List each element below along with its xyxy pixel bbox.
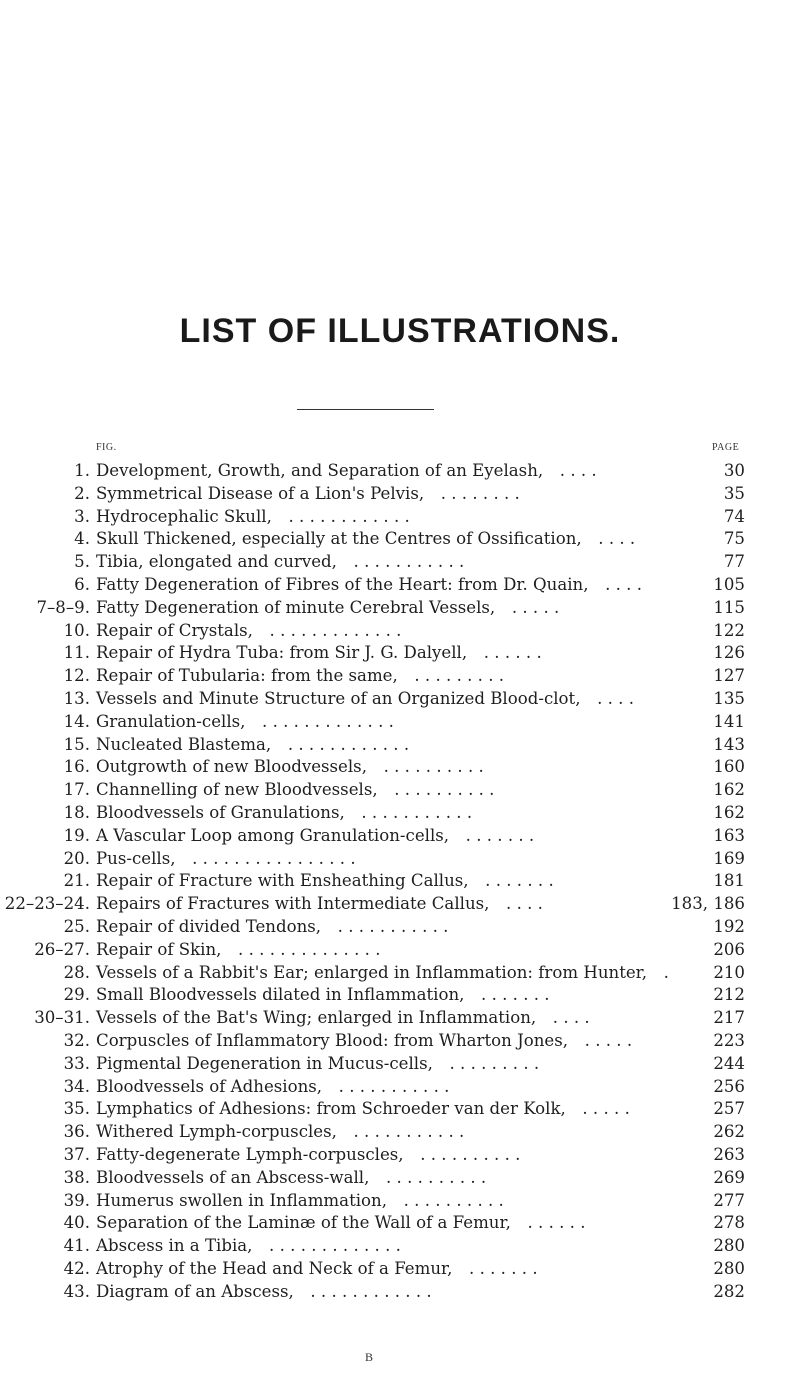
dot-leader: . . . . . . . . . . [403,1190,504,1210]
page-number: 257 [713,1099,745,1119]
dot-leader: . . . . . . . . . . [383,757,484,777]
list-item [0,825,800,848]
illustration-title-text: Corpuscles of Inflammatory Blood: from Wharton Jones, [96,1030,569,1050]
illustration-title-text: Lymphatics of Adhesions: from Schroeder van der Kolk, [96,1099,566,1119]
dot-leader: . . . . . . . . . [414,666,505,686]
page-number: 115 [713,597,745,617]
figure-number: 5. [74,552,90,572]
illustration-title [96,802,472,825]
page-number: 212 [713,985,745,1005]
list-item [0,1076,800,1099]
list-item [0,1121,800,1144]
dot-leader: . . . . . . . . . . . . [288,506,410,526]
figure-number: 4. [74,529,90,549]
illustration-title-text: Bloodvessels of an Abscess-wall, [96,1167,370,1187]
dot-leader: . . . . . . . . . . . . [287,734,410,754]
figure-number: 30–31. [34,1008,90,1028]
dot-leader: . . . . . . [527,1213,586,1233]
page-number: 183, 186 [671,894,745,914]
page-number: 162 [713,802,745,822]
figure-number: 25. [63,916,90,936]
page-number: 217 [713,1008,745,1028]
illustration-title [96,597,559,620]
figure-number: 7–8–9. [36,597,90,617]
illustration-title-text: Repairs of Fractures with Intermediate Callus, [96,894,490,914]
page-number: 135 [713,688,745,708]
page-title: LIST OF ILLUSTRATIONS. [179,312,621,350]
page-number: 280 [713,1236,745,1256]
illustration-title [96,1258,538,1281]
title-rule [297,409,434,410]
dot-leader: . . . . . . . . . . . . . . [238,939,381,959]
list-item [0,1258,800,1281]
figure-number: 18. [63,802,90,822]
illustration-title-text: Symmetrical Disease of a Lion's Pelvis, [96,483,425,503]
illustration-title [96,506,410,529]
page-number: 163 [713,825,745,845]
dot-leader: . . . . . . . . . . [394,780,495,800]
figure-number: 16. [63,757,90,777]
illustration-title-text: Bloodvessels of Granulations, [96,802,345,822]
list-item [0,802,800,825]
figure-number: 11. [63,643,90,663]
illustration-title-text: A Vascular Loop among Granulation-cells, [96,825,450,845]
list-item [0,1167,800,1190]
figure-number: 6. [74,574,90,594]
illustration-title [96,1121,464,1144]
illustration-title [96,1167,486,1190]
illustration-title [96,756,484,779]
dot-leader: . [663,962,669,982]
illustration-title-text: Vessels of the Bat's Wing; enlarged in Inflammation, [96,1008,537,1028]
page-number: 280 [713,1258,745,1278]
list-item [0,848,800,871]
figure-number: 43. [63,1281,90,1301]
dot-leader: . . . . . . . . . . . . . . . . [192,848,356,868]
list-item [0,1190,800,1213]
page-number: 105 [713,574,745,594]
figure-number: 14. [63,711,90,731]
illustration-title-text: Abscess in a Tibia, [96,1236,253,1256]
dot-leader: . . . . [559,461,597,480]
illustration-title [96,1281,432,1304]
list-item [0,483,800,506]
page-number: 206 [713,939,745,959]
page-number: 162 [713,780,745,800]
illustration-title [96,688,634,711]
illustration-title [96,1190,504,1213]
illustration-title [96,848,356,871]
illustration-title-text: Development, Growth, and Separation of an Eyelash, [96,461,544,480]
figure-number: 42. [63,1258,90,1278]
figure-number: 1. [74,461,90,480]
illustration-title-text: Small Bloodvessels dilated in Inflammation, [96,985,465,1005]
illustration-title-text: Withered Lymph-corpuscles, [96,1122,337,1142]
illustration-title-text: Hydrocephalic Skull, [96,506,272,526]
illustration-title [96,528,635,551]
dot-leader: . . . . . . [483,643,542,663]
illustration-title [96,1030,632,1053]
figure-number: 28. [63,962,90,982]
figure-number: 19. [63,825,90,845]
dot-leader: . . . . . [584,1030,633,1050]
figure-number: 41. [63,1236,90,1256]
illustration-title-text: Granulation-cells, [96,711,246,731]
illustration-title-text: Fatty Degeneration of minute Cerebral Vessels, [96,597,496,617]
illustration-title [96,1007,590,1030]
illustration-title [96,665,504,688]
list-item [0,1281,800,1304]
page-number: 244 [713,1053,745,1073]
page-number: 262 [713,1122,745,1142]
page-number: 192 [713,916,745,936]
illustration-title [96,734,409,757]
dot-leader: . . . . . . . . . . . . [310,1281,432,1301]
list-item [0,597,800,620]
page-number: 77 [723,552,745,572]
list-item [0,939,800,962]
list-item [0,1098,800,1121]
illustration-title-text: Repair of divided Tendons, [96,916,322,936]
illustration-title [96,870,554,893]
illustration-title [96,1053,539,1076]
illustration-title [96,460,597,483]
illustration-title [96,825,534,848]
illustration-title [96,1076,449,1099]
illustration-title [96,1212,586,1235]
illustration-title-text: Outgrowth of new Bloodvessels, [96,757,367,777]
illustration-title-text: Repair of Tubularia: from the same, [96,666,398,686]
list-item [0,734,800,757]
list-item [0,620,800,643]
illustration-title-text: Pigmental Degeneration in Mucus-cells, [96,1053,433,1073]
page-number: 141 [713,711,745,731]
illustration-title-text: Repair of Crystals, [96,620,253,640]
figure-number: 36. [63,1122,90,1142]
illustration-title [96,551,464,574]
illustration-title [96,962,669,985]
illustration-title [96,574,642,597]
list-item [0,665,800,688]
page-number: 277 [713,1190,745,1210]
page-number: 278 [713,1213,745,1233]
dot-leader: . . . . . [582,1099,630,1119]
figure-number: 37. [63,1144,90,1164]
figure-number: 12. [63,666,90,686]
dot-leader: . . . . . . . [465,825,535,845]
illustration-title-text: Channelling of new Bloodvessels, [96,780,378,800]
figure-number: 10. [63,620,90,640]
illustration-title [96,1235,401,1258]
page-number: 127 [713,666,745,686]
dot-leader: . . . . . . . . . . . . . [269,620,402,640]
page-number: 269 [713,1167,745,1187]
dot-leader: . . . . [605,574,643,594]
illustration-title [96,1144,520,1167]
figure-number: 38. [63,1167,90,1187]
dot-leader: . . . . . . . [469,1258,538,1278]
figure-number: 21. [63,871,90,891]
illustration-title [96,939,380,962]
dot-leader: . . . . . . . . . . [420,1144,521,1164]
illustration-title-text: Repair of Hydra Tuba: from Sir J. G. Dalyell, [96,643,468,663]
page-number: 74 [723,506,745,526]
page-column-header: PAGE [712,442,740,453]
illustration-title-text: Separation of the Laminæ of the Wall of a Femur, [96,1213,511,1233]
list-item [0,1144,800,1167]
dot-leader: . . . . . . . . . . [385,1167,487,1187]
illustration-title [96,984,550,1007]
dot-leader: . . . . . . . . [440,483,520,503]
list-item [0,688,800,711]
figure-number: 22–23–24. [4,894,90,914]
page-number: 181 [713,871,745,891]
illustration-title-text: Humerus swollen in Inflammation, [96,1190,387,1210]
dot-leader: . . . . . . . . . . . [353,1122,465,1142]
list-item [0,1053,800,1076]
dot-leader: . . . . . . . . . . . [338,1076,450,1096]
illustration-title-text: Fatty-degenerate Lymph-corpuscles, [96,1144,404,1164]
page-number: 169 [713,848,745,868]
illustration-title-text: Fatty Degeneration of Fibres of the Heart: from Dr. Quain, [96,574,589,594]
list-item [0,893,800,916]
page-number: 30 [723,461,745,480]
dot-leader: . . . . [598,529,636,549]
illustration-title [96,711,394,734]
page-number: 122 [713,620,745,640]
illustration-title-text: Atrophy of the Head and Neck of a Femur, [96,1258,453,1278]
illustration-list [0,460,800,1303]
figure-number: 29. [63,985,90,1005]
dot-leader: . . . . . . . . . . . [361,802,473,822]
dot-leader: . . . . . . . . . . . . . [262,711,394,731]
list-item [0,528,800,551]
page-number: 126 [713,643,745,663]
figure-number: 39. [63,1190,90,1210]
page-number: 143 [713,734,745,754]
list-item [0,916,800,939]
illustration-title [96,642,542,665]
fig-column-header: FIG. [96,442,117,453]
illustration-title-text: Nucleated Blastema, [96,734,272,754]
page-number: 35 [723,483,745,503]
dot-leader: . . . . . . . . . . . [353,552,465,572]
list-item [0,779,800,802]
dot-leader: . . . . [597,688,635,708]
illustration-title-text: Diagram of an Abscess, [96,1281,294,1301]
illustration-title-text: Vessels of a Rabbit's Ear; enlarged in Inflammation: from Hunter, [96,962,648,982]
illustration-title-text: Pus-cells, [96,848,176,868]
illustration-title [96,916,448,939]
figure-number: 34. [63,1076,90,1096]
signature-mark: B [365,1350,374,1364]
page-number: 263 [713,1144,745,1164]
dot-leader: . . . . . . . . . . . [337,916,449,936]
dot-leader: . . . . . . . . . [449,1053,540,1073]
page-number: 282 [713,1281,745,1301]
list-item [0,870,800,893]
dot-leader: . . . . . . . [485,871,554,891]
dot-leader: . . . . [552,1008,590,1028]
figure-number: 20. [63,848,90,868]
illustration-title-text: Vessels and Minute Structure of an Organized Blood-clot, [96,688,581,708]
illustration-title [96,1098,630,1121]
illustration-title-text: Skull Thickened, especially at the Centres of Ossification, [96,529,582,549]
page-number: 210 [713,962,745,982]
illustration-title [96,620,401,643]
dot-leader: . . . . . [511,597,560,617]
figure-number: 32. [63,1030,90,1050]
list-item [0,984,800,1007]
list-item [0,1212,800,1235]
figure-number: 26–27. [34,939,90,959]
list-item [0,574,800,597]
list-item [0,1235,800,1258]
page-number: 75 [723,529,745,549]
dot-leader: . . . . . . . . . . . . . [269,1236,401,1256]
dot-leader: . . . . [506,894,543,914]
illustration-title-text: Repair of Fracture with Ensheathing Callus, [96,871,469,891]
list-item [0,1030,800,1053]
list-item [0,711,800,734]
list-item [0,642,800,665]
figure-number: 33. [63,1053,90,1073]
illustration-title-text: Repair of Skin, [96,939,222,959]
list-item [0,1007,800,1030]
figure-number: 13. [63,688,90,708]
list-item [0,756,800,779]
figure-number: 40. [63,1213,90,1233]
illustration-title-text: Tibia, elongated and curved, [96,552,337,572]
list-item [0,460,800,483]
list-item [0,551,800,574]
figure-number: 15. [63,734,90,754]
page-number: 256 [713,1076,745,1096]
illustration-title [96,893,543,916]
list-item [0,962,800,985]
dot-leader: . . . . . . . [481,985,550,1005]
page-number: 160 [713,757,745,777]
illustration-title [96,779,494,802]
page-number: 223 [713,1030,745,1050]
list-item [0,506,800,529]
illustration-title-text: Bloodvessels of Adhesions, [96,1076,323,1096]
figure-number: 3. [74,506,90,526]
illustration-title [96,483,520,506]
figure-number: 35. [63,1099,90,1119]
figure-number: 17. [63,780,90,800]
figure-number: 2. [74,483,90,503]
